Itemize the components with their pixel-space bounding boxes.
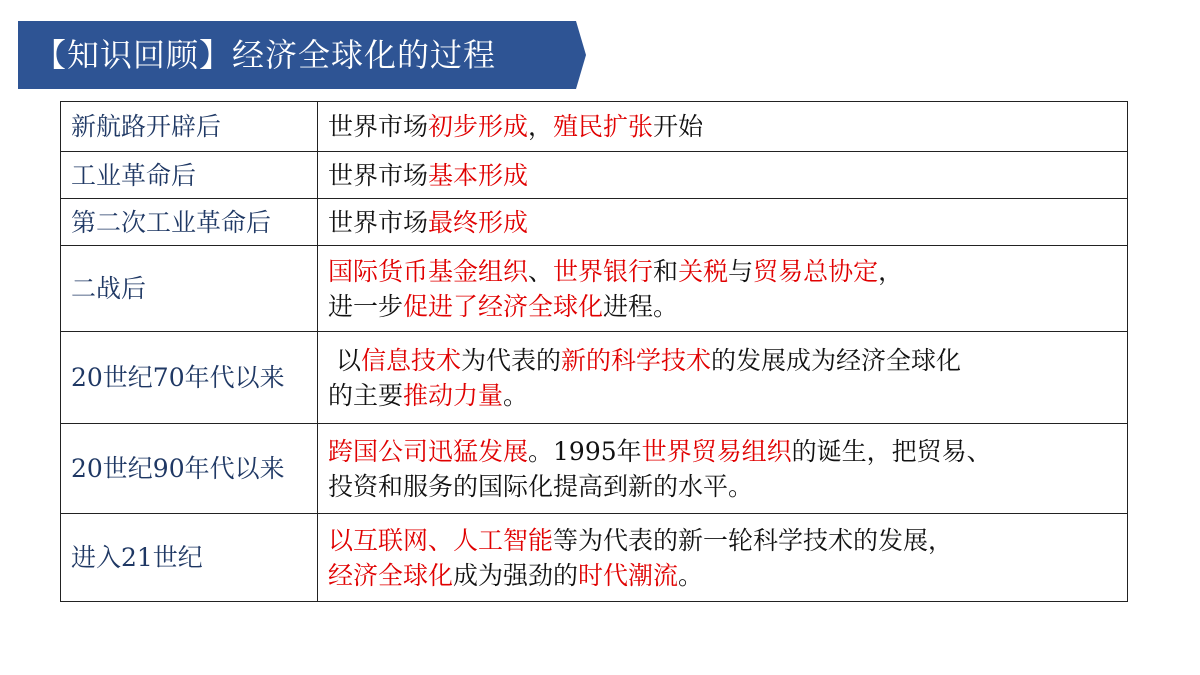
description-line (328, 523, 1117, 558)
page-title: 【知识回顾】经济全球化的过程 (34, 36, 497, 74)
description-line (328, 378, 1117, 413)
plain-text: 以 (328, 345, 361, 375)
description-cell (318, 246, 1128, 332)
plain-text: 进程。 (603, 291, 679, 321)
highlight-text: 殖民扩张 (553, 112, 654, 141)
period-cell: 工业革命后 (61, 152, 318, 199)
description-cell (318, 199, 1128, 246)
table-row (61, 424, 1128, 514)
highlight-text: 世界银行 (553, 256, 654, 286)
plain-text: ， (878, 256, 904, 286)
description-cell (318, 514, 1128, 602)
period-cell: 20世纪70年代以来 (61, 332, 318, 424)
description-cell (318, 424, 1128, 514)
description-line (328, 469, 1117, 504)
highlight-text: 信息技术 (360, 345, 461, 375)
highlight-text: 促进了经济全球化 (403, 291, 604, 321)
plain-text: 成为强劲的 (453, 560, 579, 590)
plain-text: 。 (503, 380, 529, 410)
table-row (61, 514, 1128, 602)
description-cell (318, 332, 1128, 424)
table-row (61, 332, 1128, 424)
description-line (328, 558, 1117, 593)
highlight-text: 跨国公司迅猛发展 (328, 436, 529, 466)
period-cell: 20世纪90年代以来 (61, 424, 318, 514)
plain-text: 。 (678, 560, 704, 590)
description-cell (318, 102, 1128, 152)
plain-text: 开始 (653, 112, 704, 141)
table-row (61, 102, 1128, 152)
period-cell: 第二次工业革命后 (61, 199, 318, 246)
table-row (61, 199, 1128, 246)
period-cell: 二战后 (61, 246, 318, 332)
highlight-text: 初步形成 (428, 112, 529, 141)
plain-text: 世界市场 (328, 207, 429, 237)
plain-text: 与 (728, 256, 754, 286)
description-line (328, 343, 1117, 378)
highlight-text: 世界贸易组织 (641, 436, 792, 466)
description-cell (318, 152, 1128, 199)
plain-text: 世界市场 (328, 112, 429, 141)
highlight-text: 经济全球化 (328, 560, 454, 590)
table-row (61, 152, 1128, 199)
description-line (328, 109, 1117, 144)
period-cell: 进入21世纪 (61, 514, 318, 602)
plain-text: 为代表的 (460, 345, 561, 375)
plain-text: 投资和服务的国际化提高到新的水平。 (328, 471, 754, 501)
plain-text: 进一步 (328, 291, 404, 321)
plain-text: 的诞生，把贸易、 (791, 436, 992, 466)
plain-text: 。1995年 (528, 436, 642, 466)
table-row (61, 246, 1128, 332)
highlight-text: 推动力量 (403, 380, 504, 410)
plain-text: 世界市场 (328, 160, 429, 190)
description-line (328, 434, 1117, 469)
highlight-text: 时代潮流 (578, 560, 679, 590)
plain-text: 等为代表的新一轮科学技术的发展， (553, 525, 954, 555)
highlight-text: 新的科学技术 (560, 345, 711, 375)
highlight-text: 贸易总协定 (753, 256, 879, 286)
description-line (328, 289, 1117, 324)
plain-text: ， (528, 112, 554, 141)
plain-text: 的主要 (328, 380, 404, 410)
plain-text: 的发展成为经济全球化 (711, 345, 962, 375)
highlight-text: 基本形成 (428, 160, 529, 190)
description-line (328, 254, 1117, 289)
description-line (328, 158, 1117, 193)
plain-text: 和 (653, 256, 679, 286)
description-line (328, 205, 1117, 240)
highlight-text: 最终形成 (428, 207, 529, 237)
highlight-text: 国际货币基金组织 (328, 256, 529, 286)
globalization-table (60, 101, 1128, 602)
highlight-text: 关税 (678, 256, 729, 286)
highlight-text: 以互联网、人工智能 (328, 525, 554, 555)
period-cell: 新航路开辟后 (61, 102, 318, 152)
plain-text: 、 (528, 256, 554, 286)
